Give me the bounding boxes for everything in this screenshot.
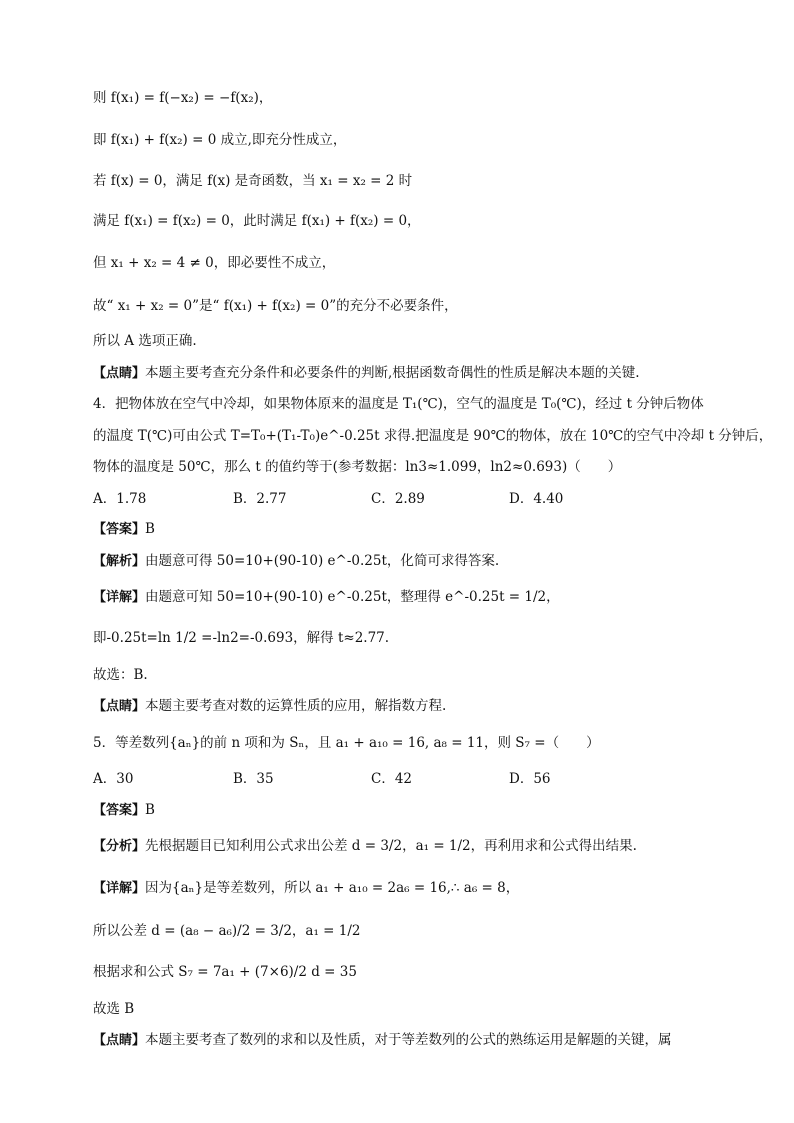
answer-tag: 【答案】 (93, 803, 146, 818)
q4-choose: 故选：B. (93, 667, 148, 683)
analysis-text: 由题意可得 50=10+(90-10) e^-0.25t，化简可求得答案. (145, 553, 500, 569)
derivation-line-5: 但 x₁ + x₂ = 4 ≠ 0，即必要性不成立， (93, 255, 336, 271)
q4-detail-2: 即-0.25t=ln 1/2 =-ln2=-0.693，解得 t≈2.77. (93, 630, 390, 646)
derivation-line-4: 满足 f(x₁) = f(x₂) = 0，此时满足 f(x₁) + f(x₂) = 0， (93, 213, 421, 229)
derivation-line-1: 则 f(x₁) = f(−x₂) = −f(x₂)， (93, 90, 273, 106)
answer-text: B (145, 521, 155, 537)
derivation-line-2: 即 f(x₁) + f(x₂) = 0 成立,即充分性成立， (93, 132, 347, 148)
q5-option-b: B．35 (233, 771, 274, 787)
comment-text: 本题主要考查对数的运算性质的应用，解指数方程. (145, 698, 447, 714)
derivation-line-6: 故“ x₁ + x₂ = 0”是“ f(x₁) + f(x₂) = 0”的充分不必要条件， (93, 298, 458, 314)
comment-tag: 【点睛】 (93, 1033, 146, 1048)
answer-text: B (145, 802, 155, 818)
q4-option-b: B．2.77 (233, 491, 287, 507)
comment-text: 本题主要考查了数列的求和以及性质，对于等差数列的公式的熟练运用是解题的关键，属 (145, 1032, 672, 1048)
detail-text: 因为{aₙ}是等差数列，所以 a₁ + a₁₀ = 2a₆ = 16,∴ a₆ = 8， (145, 880, 520, 896)
q5-option-d: D．56 (509, 771, 551, 787)
derivation-line-7: 所以 A 选项正确. (93, 333, 197, 349)
q4-stem-line-2: 的温度 T(℃)可由公式 T=T₀+(T₁-T₀)e^-0.25t 求得.把温度是 90℃的物体，放在 10℃的空气中冷却 t 分钟后， (93, 428, 773, 444)
analysis-text: 先根据题目已知利用公式求出公差 d = 3/2，a₁ = 1/2，再利用求和公式得出结果. (145, 838, 637, 854)
q5-stem: 5．等差数列{aₙ}的前 n 项和为 Sₙ，且 a₁ + a₁₀ = 16, a₈ = 11，则 S₇ =（ ） (93, 735, 600, 751)
q5-detail (93, 878, 519, 899)
q5-option-c: C．42 (371, 771, 413, 787)
q5-analysis (93, 836, 637, 857)
q5-detail-3: 根据求和公式 S₇ = 7a₁ + (7×6)/2 d = 35 (93, 964, 357, 980)
q5-choose: 故选 B (93, 1001, 135, 1017)
derivation-line-3: 若 f(x) = 0，满足 f(x) 是奇函数，当 x₁ = x₂ = 2 时 (93, 173, 413, 189)
q4-comment (93, 696, 446, 717)
comment-tag: 【点睛】 (93, 366, 146, 381)
q4-option-d: D．4.40 (509, 491, 564, 507)
answer-tag: 【答案】 (93, 522, 146, 537)
detail-tag: 【详解】 (93, 881, 146, 896)
q4-option-c: C．2.89 (371, 491, 425, 507)
q5-comment (93, 1030, 672, 1051)
q4-analysis (93, 551, 499, 572)
q5-answer (93, 800, 155, 821)
q4-stem-line-1: 4．把物体放在空气中冷却，如果物体原来的温度是 T₁(℃)，空气的温度是 T₀(℃)，经过 t 分钟后物体 (93, 396, 704, 412)
analysis-tag: 【解析】 (93, 554, 146, 569)
detail-text: 由题意可知 50=10+(90-10) e^-0.25t，整理得 e^-0.25t = 1/2， (145, 589, 560, 605)
detail-tag: 【详解】 (93, 590, 146, 605)
q4-option-a: A．1.78 (93, 491, 147, 507)
q3-comment (93, 363, 640, 384)
analysis-tag: 【分析】 (93, 839, 146, 854)
q4-detail (93, 587, 560, 608)
q4-stem-line-3: 物体的温度是 50℃，那么 t 的值约等于(参考数据：ln3≈1.099，ln2≈0.693)（ ） (93, 459, 622, 475)
q5-option-a: A．30 (93, 771, 134, 787)
comment-text: 本题主要考查充分条件和必要条件的判断,根据函数奇偶性的性质是解决本题的关键. (145, 365, 640, 381)
q5-detail-2: 所以公差 d = (a₈ − a₆)/2 = 3/2，a₁ = 1/2 (93, 923, 361, 939)
q4-answer (93, 519, 155, 540)
comment-tag: 【点睛】 (93, 699, 146, 714)
